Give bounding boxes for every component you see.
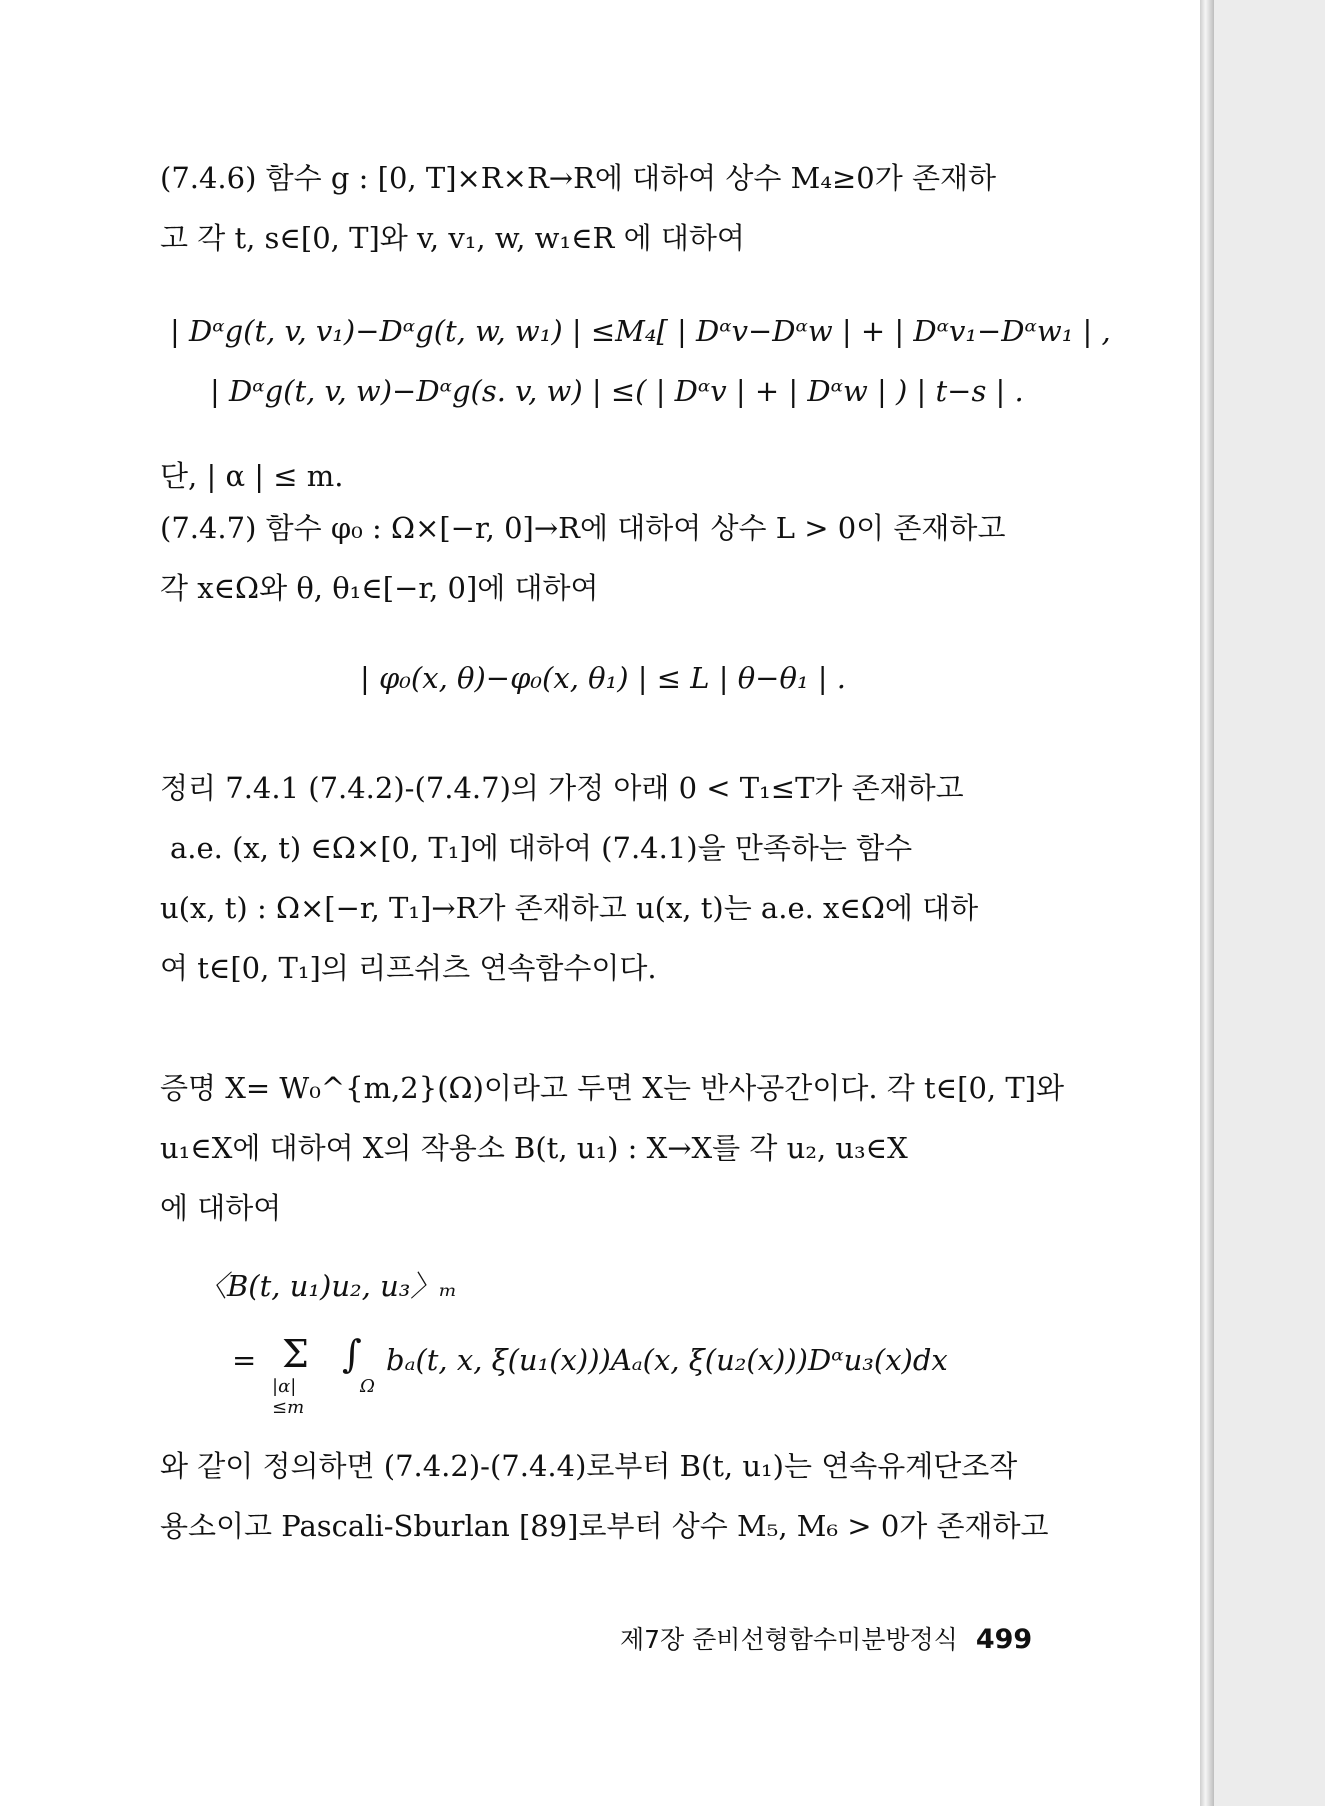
inequality-2: | Dᵅg(t, v, w)−Dᵅg(s. v, w) | ≤( | Dᵅv | + | Dᵅw | ) | t−s | . xyxy=(210,374,1024,408)
integrand: bₐ(t, x, ξ(u₁(x)))Aₐ(x, ξ(u₂(x)))Dᵅu₃(x)dx xyxy=(386,1343,948,1377)
index-constraint: 단, | α | ≤ m. xyxy=(160,459,344,493)
book-spine xyxy=(1200,0,1214,1806)
theorem-line-3: u(x, t) : Ω×[−r, T₁]→R가 존재하고 u(x, t)는 a.e. x∈Ω에 대하 xyxy=(160,891,979,925)
proof-line-3: 에 대하여 xyxy=(160,1191,282,1225)
page-number: 499 xyxy=(975,1624,1033,1655)
proof-line-1: 증명 X= W₀^{m,2}(Ω)이라고 두면 X는 반사공간이다. 각 t∈[0, T]와 xyxy=(160,1071,1065,1105)
condition-7-4-6-line-1: (7.4.6) 함수 g : [0, T]×R×R→R에 대하여 상수 M₄≥0가 존재하 xyxy=(160,161,996,195)
summation-index: |α|≤m xyxy=(272,1376,305,1418)
condition-7-4-6-line-2: 고 각 t, s∈[0, T]와 v, v₁, w, w₁∈R 에 대하여 xyxy=(160,221,745,255)
condition-7-4-7-line-1: (7.4.7) 함수 φ₀ : Ω×[−r, 0]→R에 대하여 상수 L > 0이 존재하고 xyxy=(160,511,1006,545)
inequality-1: | Dᵅg(t, v, v₁)−Dᵅg(t, w, w₁) | ≤M₄[ | Dᵅv−Dᵅw | + | Dᵅv₁−Dᵅw₁ | , xyxy=(170,314,1111,348)
summation-symbol: Σ xyxy=(282,1332,309,1376)
viewer-background xyxy=(1214,0,1325,1806)
lipschitz-inequality: | φ₀(x, θ)−φ₀(x, θ₁) | ≤ L | θ−θ₁ | . xyxy=(360,661,846,695)
condition-7-4-7-line-2: 각 x∈Ω와 θ, θ₁∈[−r, 0]에 대하여 xyxy=(160,571,599,605)
proof-line-5: 용소이고 Pascali-Sburlan [89]로부터 상수 M₅, M₆ > 0가 존재하고 xyxy=(160,1509,1049,1543)
integral-symbol: ∫ xyxy=(342,1332,362,1376)
operator-definition-lhs: 〈B(t, u₁)u₂, u₃〉ₘ xyxy=(198,1269,458,1303)
chapter-title: 제7장 준비선형함수미분방정식 xyxy=(620,1625,958,1654)
integral-domain: Ω xyxy=(360,1376,375,1397)
theorem-line-1: 정리 7.4.1 (7.4.2)-(7.4.7)의 가정 아래 0 < T₁≤T가 존재하고 xyxy=(160,771,964,805)
theorem-line-4: 여 t∈[0, T₁]의 리프쉬츠 연속함수이다. xyxy=(160,951,657,985)
equals-sign: = xyxy=(232,1343,257,1377)
page-footer xyxy=(620,1620,1032,1656)
proof-line-2: u₁∈X에 대하여 X의 작용소 B(t, u₁) : X→X를 각 u₂, u₃∈X xyxy=(160,1131,908,1165)
theorem-line-2: a.e. (x, t) ∈Ω×[0, T₁]에 대하여 (7.4.1)을 만족하는 함수 xyxy=(170,831,913,865)
proof-line-4: 와 같이 정의하면 (7.4.2)-(7.4.4)로부터 B(t, u₁)는 연속유계단조작 xyxy=(160,1449,1018,1483)
